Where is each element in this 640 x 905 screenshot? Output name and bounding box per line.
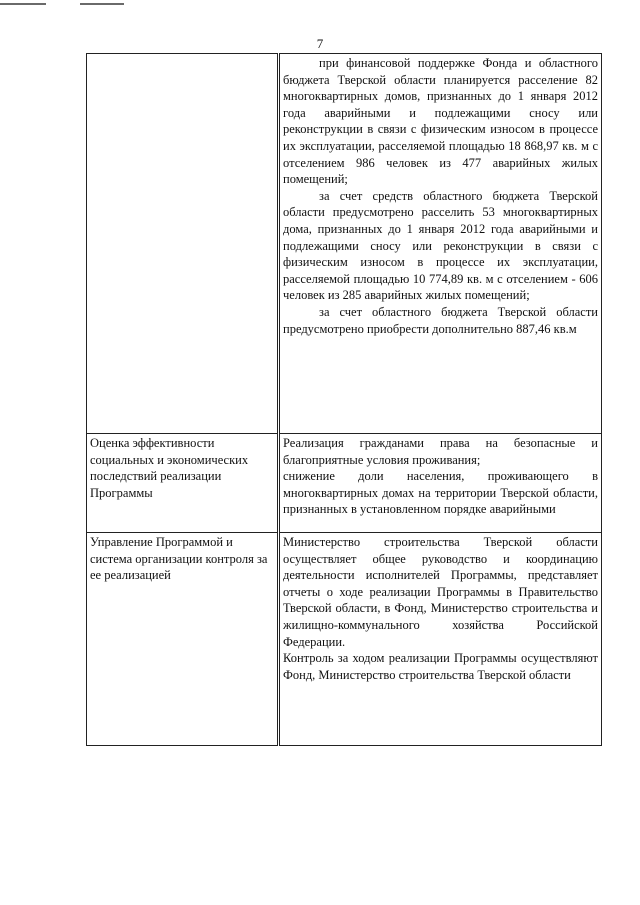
row-label xyxy=(87,54,279,434)
paragraph: Министерство строительства Тверской области осуществляет общее руководство и координацию деятельности исполнителей Программы, представляет отчеты о ходе реализации Программы в Правительство Тверской области, в Фонд, Министерство строительства и жилищно-коммунального хозяйства Российской Федерации. xyxy=(283,535,598,649)
table-row xyxy=(87,434,602,533)
table-row xyxy=(87,54,602,434)
row-label: Управление Программой и система организации контроля за ее реализацией xyxy=(87,533,279,746)
row-content xyxy=(279,434,602,533)
paragraph: Реализация гражданами права на безопасные и благоприятные условия проживания; xyxy=(283,436,598,467)
row-content xyxy=(279,54,602,434)
row-label: Оценка эффективности социальных и экономических последствий реализации Программы xyxy=(87,434,279,533)
scan-artifact-left xyxy=(0,3,46,5)
scan-artifact-center xyxy=(80,3,124,5)
table-row xyxy=(87,533,602,746)
paragraph: за счет областного бюджета Тверской области предусмотрено приобрести дополнительно 887,46 кв.м xyxy=(283,304,598,336)
program-passport-table xyxy=(86,53,602,746)
paragraph: снижение доли населения, проживающего в многоквартирных домах на территории Тверской области, признанных в установленном порядке аварийными xyxy=(283,469,598,517)
page-number: 7 xyxy=(316,36,324,51)
paragraph: при финансовой поддержке Фонда и областного бюджета Тверской области планируется расселение 82 многоквартирных домов, признанных до 1 января 2012 года аварийными и подлежащими сносу или реконструкции в связи с физическим износом в процессе их эксплуатации, расселяемой площадью 18 868,97 кв. м с отселением 986 человек из 477 аварийных жилых помещений; xyxy=(283,56,598,187)
row-content xyxy=(279,533,602,746)
paragraph: Контроль за ходом реализации Программы осуществляют Фонд, Министерство строительства Тверской области xyxy=(283,651,598,682)
paragraph: за счет средств областного бюджета Тверской области предусмотрено расселить 53 многоквартирных дома, признанных до 1 января 2012 года аварийными и подлежащими сносу или реконструкции в связи с физическим износом в процессе их эксплуатации, расселяемой площадью 10 774,89 кв. м с отселением - 606 человек из 285 аварийных жилых помещений; xyxy=(283,188,598,303)
